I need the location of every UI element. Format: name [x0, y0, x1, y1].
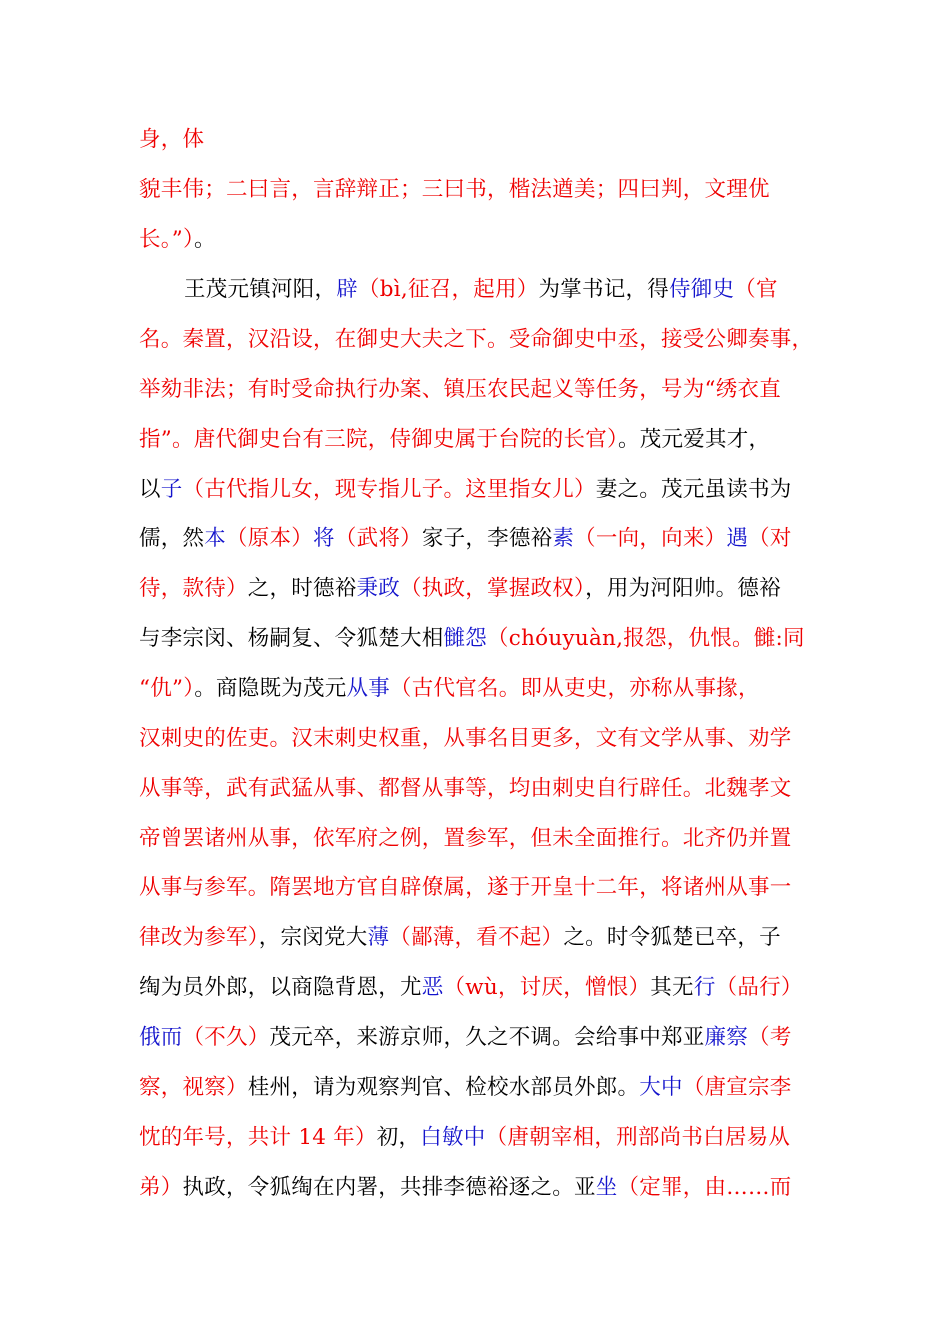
keyword-text: 从事: [346, 676, 391, 701]
text-line: [139, 1123, 829, 1153]
annotation-text: 举劾非法；有时受命执行办案、镇压农民起义等任务，号为“绣衣直: [139, 377, 781, 402]
keyword-text: 将: [313, 526, 335, 551]
annotation-text: 从事与参军。隋罢地方官自辟僚属，遂于开皇十二年，将诸州从事一: [139, 875, 792, 900]
keyword-text: 薄: [367, 925, 390, 950]
annotation-text: 察，视察）: [139, 1075, 248, 1100]
body-text: 之。时令狐楚已卒，子: [563, 925, 781, 950]
body-text: 与李宗闵、杨嗣复、令狐楚大相: [139, 626, 444, 651]
body-text: 之，时德裕: [247, 576, 357, 601]
annotation-text: 弟）: [139, 1175, 183, 1200]
body-text: ，用为河阳帅。德裕: [585, 576, 781, 601]
keyword-text: 行: [693, 975, 716, 1000]
body-text: 桂州，请为观察判官、检校水部员外郎。: [247, 1075, 640, 1100]
keyword-text: 素: [552, 526, 575, 551]
keyword-text: 坐: [595, 1175, 618, 1200]
body-text: 妻之。茂元虽读书为: [595, 477, 792, 502]
annotation-text: （不久）: [182, 1025, 270, 1050]
text-line: [139, 973, 829, 1003]
annotation-text: 待，款待）: [139, 576, 248, 601]
annotation-text: （考: [748, 1025, 792, 1050]
text-line: [139, 873, 829, 903]
body-text: 儒，然: [139, 526, 205, 551]
text-line: [139, 375, 829, 405]
annotation-text: 从事等，武有武猛从事、都督从事等，均由刺史自行辟任。北魏孝文: [139, 776, 792, 801]
keyword-text: 遇: [726, 526, 749, 551]
text-line: [139, 824, 829, 854]
keyword-text: 廉察: [704, 1025, 749, 1050]
body-text: 。茂元爱其才，: [618, 427, 771, 452]
keyword-text: 侍御史: [669, 277, 735, 302]
body-text: 以: [139, 477, 161, 502]
text-line: [139, 475, 829, 505]
annotation-text: （执政，掌握政权）: [400, 576, 586, 601]
body-text: 。: [194, 227, 216, 252]
keyword-text: 秉政: [356, 576, 401, 601]
annotation-text: “仇”）: [139, 676, 195, 701]
annotation-text: 名。秦置，汉沿设，在御史大夫之下。受命御史中丞，接受公卿奏事，: [139, 327, 814, 352]
keyword-text: 本: [204, 526, 227, 551]
annotation-text: （wù，讨厌，憎恨）: [443, 975, 651, 1000]
annotation-text: 身，体: [139, 127, 205, 152]
annotation-text: 律改为参军）: [139, 925, 259, 950]
text-line: [139, 325, 829, 355]
annotation-text: 汉刺史的佐吏。汉末刺史权重，从事名目更多，文有文学从事、劝学: [139, 726, 792, 751]
keyword-text: 大中: [639, 1075, 683, 1100]
annotation-text: （古代官名。即从吏史，亦称从事掾，: [390, 676, 760, 701]
text-line: [139, 425, 829, 455]
annotation-text: （古代指儿女，现专指儿子。这里指女儿）: [182, 477, 596, 502]
annotation-text: 指”。唐代御史台有三院，侍御史属于台院的长官）: [139, 427, 618, 452]
body-text: 家子，李德裕: [421, 526, 553, 551]
annotation-text: （唐朝宰相，刑部尚书白居易从: [485, 1125, 791, 1150]
body-text: 执政，令狐绹在内署，共排李德裕逐之。亚: [182, 1175, 596, 1200]
text-line: [139, 624, 829, 654]
body-text: 为掌书记，得: [538, 277, 670, 302]
text-line: [139, 1073, 829, 1103]
text-line: [139, 1023, 829, 1053]
text-line: [139, 923, 829, 953]
keyword-text: 子: [160, 477, 183, 502]
body-text: 初，: [376, 1125, 421, 1150]
keyword-text: 雠怨: [443, 626, 488, 651]
text-line: [139, 774, 829, 804]
annotation-text: （bì,征召，起用）: [358, 277, 539, 302]
annotation-text: （唐宣宗李: [682, 1075, 792, 1100]
body-text: 。商隐既为茂元: [194, 676, 347, 701]
annotation-text: （一向，向来）: [574, 526, 727, 551]
text-line: [139, 225, 829, 255]
text-line: [139, 574, 829, 604]
annotation-text: （鄙薄，看不起）: [389, 925, 564, 950]
annotation-text: （武将）: [334, 526, 422, 551]
text-line: [139, 125, 829, 155]
keyword-text: 白敏中: [420, 1125, 486, 1150]
annotation-text: （原本）: [226, 526, 314, 551]
annotation-text: （对: [748, 526, 792, 551]
body-text: ，宗闵党大: [258, 925, 368, 950]
annotation-text: （官: [734, 277, 778, 302]
keyword-text: 辟: [336, 277, 359, 302]
annotation-text: （定罪，由……而: [617, 1175, 792, 1200]
text-line: [139, 724, 829, 754]
text-line: [139, 674, 829, 704]
body-text: 王茂元镇河阳，: [184, 277, 337, 302]
paragraph-first-line: [184, 275, 830, 305]
text-line: [139, 524, 829, 554]
body-text: 绹为员外郎，以商隐背恩，尤: [139, 975, 422, 1000]
annotation-text: 长。”）: [139, 227, 194, 252]
annotation-text: （chóuyuàn,报怨，仇恨。雠:同: [487, 626, 805, 651]
body-text: 其无: [650, 975, 694, 1000]
annotation-text: 忱的年号，共计 14 年）: [139, 1125, 377, 1150]
text-line: [139, 1173, 829, 1203]
body-text: 茂元卒，来游京师，久之不调。会给事中郑亚: [269, 1025, 705, 1050]
keyword-text: 恶: [421, 975, 444, 1000]
keyword-text: 俄而: [139, 1025, 183, 1050]
annotation-text: 貌丰伟；二曰言，言辞辩正；三曰书，楷法遒美；四曰判，文理优: [139, 177, 770, 202]
annotation-text: 帝曾罢诸州从事，依军府之例，置参军，但未全面推行。北齐仍并置: [139, 826, 792, 851]
text-line: [139, 175, 829, 205]
annotation-text: （品行）: [715, 975, 803, 1000]
